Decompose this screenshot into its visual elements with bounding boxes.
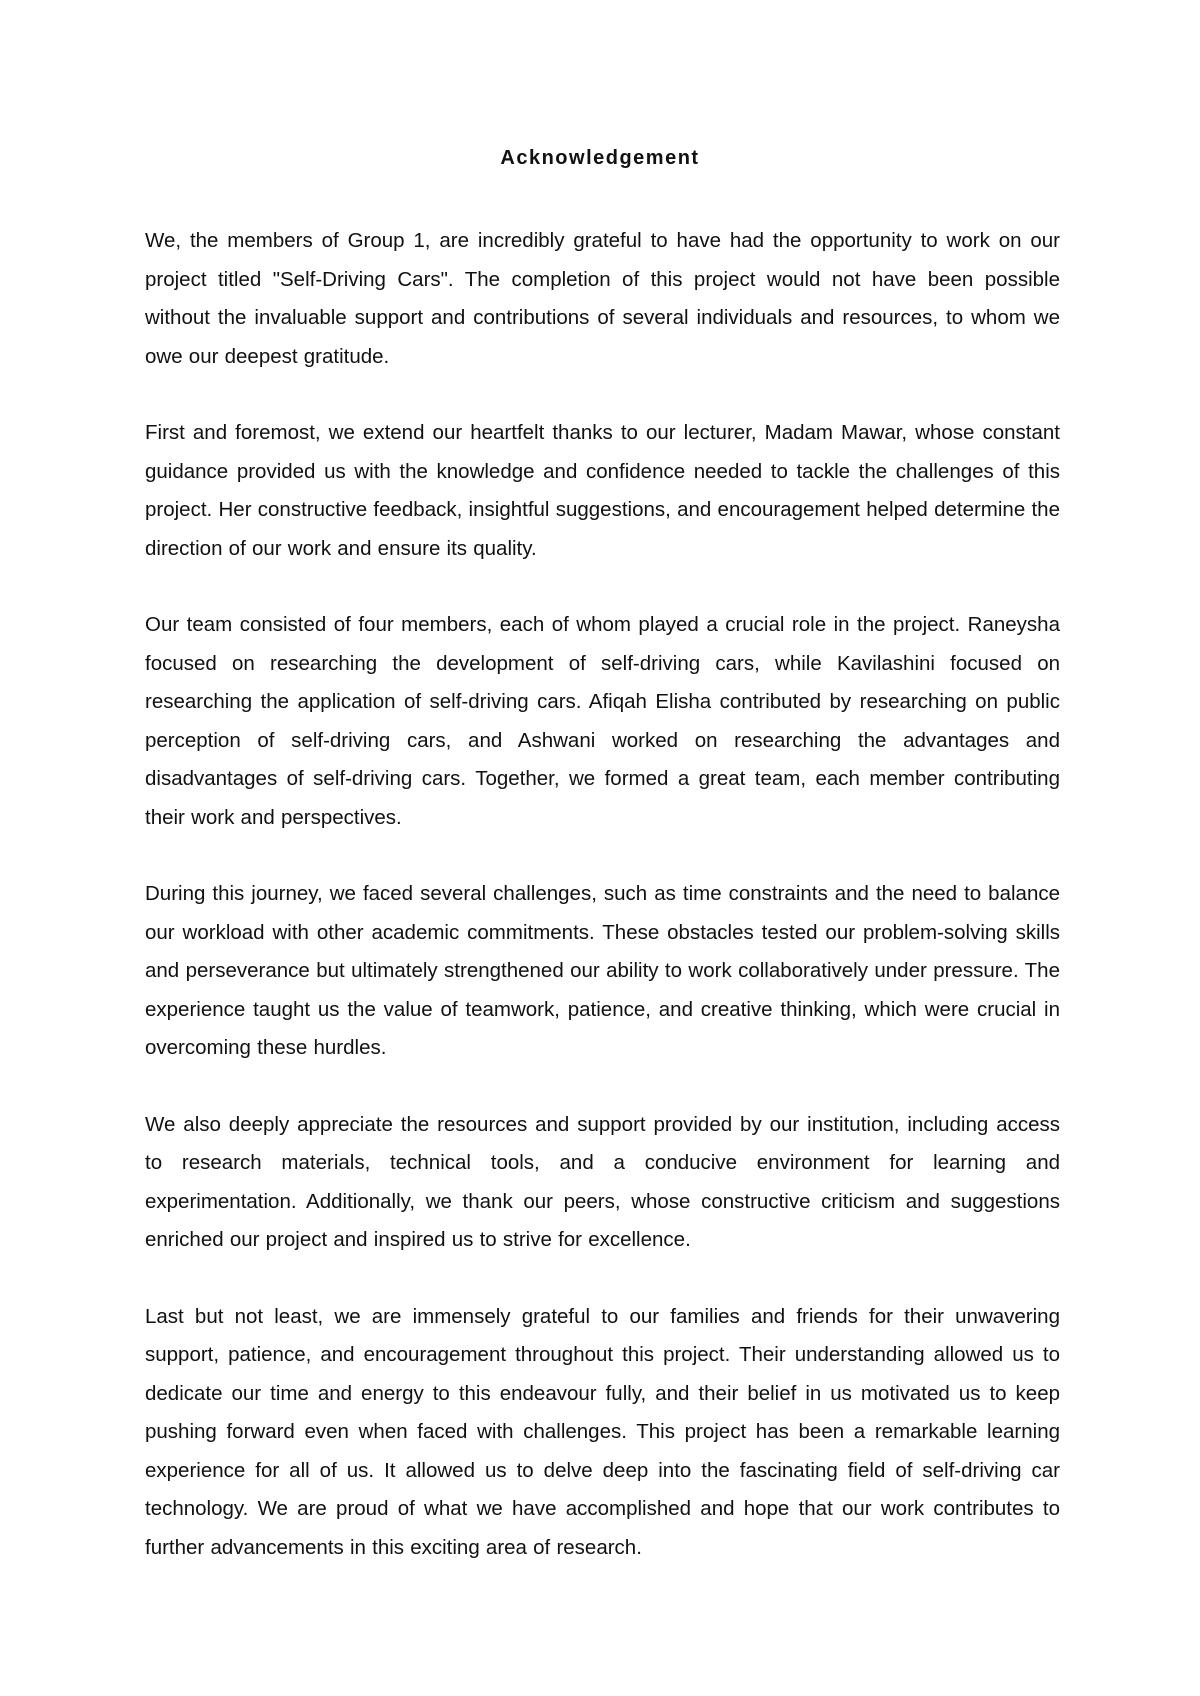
paragraph-team: Our team consisted of four members, each of whom played a crucial role in the project. Raneysha focused on researching the development of self-driving cars, while Kavilashini focused on researching the application of self-driving cars. Afiqah Elisha contributed by researching on public perception of self-driving cars, and Ashwani worked on researching the advantages and disadvantages of self-driving cars. Together, we formed a great team, each member contributing their work and perspectives.	[145, 613, 1060, 829]
document-title: Acknowledgement	[500, 147, 700, 169]
paragraph-institution: We also deeply appreciate the resources and support provided by our institution, including access to research materials, technical tools, and a conducive environment for learning and experimentation. Additionally, we thank our peers, whose constructive criticism and suggestions enriched our project and inspired us to strive for excellence.	[145, 1112, 1060, 1251]
paragraph-lecturer: First and foremost, we extend our heartfelt thanks to our lecturer, Madam Mawar, whose constant guidance provided us with the knowledge and confidence needed to tackle the challenges of this project. Her constructive feedback, insightful suggestions, and encouragement helped determine the direction of our work and ensure its quality.	[145, 421, 1060, 560]
paragraph-intro: We, the members of Group 1, are incredibly grateful to have had the opportunity to work on our project titled "Self-Driving Cars". The completion of this project would not have been possible without the invaluable support and contributions of several individuals and resources, to whom we owe our deepest gratitude.	[145, 229, 1060, 368]
paragraph-families: Last but not least, we are immensely grateful to our families and friends for their unwavering support, patience, and encouragement throughout this project. Their understanding allowed us to dedicate our time and energy to this endeavour fully, and their belief in us motivated us to keep pushing forward even when faced with challenges. This project has been a remarkable learning experience for all of us. It allowed us to delve deep into the fascinating field of self-driving car technology. We are proud of what we have accomplished and hope that our work contributes to further advancements in this exciting area of research.	[145, 1304, 1060, 1559]
document-body	[145, 222, 1060, 1605]
paragraph-challenges: During this journey, we faced several challenges, such as time constraints and the need to balance our workload with other academic commitments. These obstacles tested our problem-solving skills and perseverance but ultimately strengthened our ability to work collaboratively under pressure. The experience taught us the value of teamwork, patience, and creative thinking, which were crucial in overcoming these hurdles.	[145, 882, 1060, 1059]
